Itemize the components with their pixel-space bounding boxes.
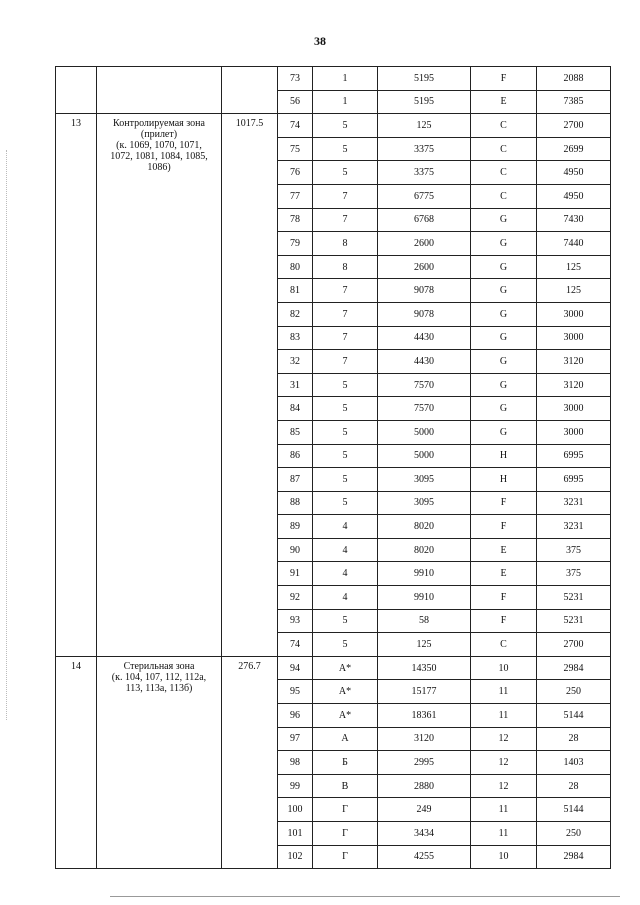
coord-value: 3095 [378, 491, 471, 515]
coord-value: 3375 [378, 161, 471, 185]
segment-value: 3231 [537, 491, 611, 515]
segment-value: 4950 [537, 184, 611, 208]
coord-value: 58 [378, 609, 471, 633]
coord-index: 5 [313, 468, 378, 492]
segment-value: 5144 [537, 704, 611, 728]
segment-code: 11 [471, 822, 537, 846]
coord-index: Г [313, 845, 378, 869]
coord-value: 125 [378, 633, 471, 657]
point-number: 88 [278, 491, 313, 515]
coord-index: A* [313, 704, 378, 728]
segment-code: C [471, 184, 537, 208]
coord-value: 18361 [378, 704, 471, 728]
segment-code: G [471, 420, 537, 444]
segment-code: 12 [471, 727, 537, 751]
coord-index: 4 [313, 538, 378, 562]
coord-index: A [313, 727, 378, 751]
page-number: 38 [314, 34, 326, 48]
scan-margin-line [6, 150, 7, 720]
zone-area [222, 67, 278, 114]
coord-value: 4430 [378, 326, 471, 350]
segment-value: 375 [537, 562, 611, 586]
coord-value: 5195 [378, 90, 471, 114]
point-number: 90 [278, 538, 313, 562]
segment-code: C [471, 633, 537, 657]
segment-value: 3231 [537, 515, 611, 539]
coord-value: 2600 [378, 232, 471, 256]
segment-value: 2700 [537, 114, 611, 138]
segment-value: 3120 [537, 350, 611, 374]
coord-value: 8020 [378, 515, 471, 539]
segment-code: H [471, 468, 537, 492]
coord-index: 5 [313, 137, 378, 161]
point-number: 76 [278, 161, 313, 185]
table-row [56, 67, 611, 91]
point-number: 96 [278, 704, 313, 728]
segment-code: 12 [471, 751, 537, 775]
segment-value: 3000 [537, 326, 611, 350]
coord-value: 4430 [378, 350, 471, 374]
coord-value: 15177 [378, 680, 471, 704]
segment-code: G [471, 397, 537, 421]
coord-value: 14350 [378, 656, 471, 680]
coord-index: В [313, 774, 378, 798]
segment-value: 250 [537, 822, 611, 846]
segment-value: 2699 [537, 137, 611, 161]
coord-value: 3375 [378, 137, 471, 161]
coord-value: 6775 [378, 184, 471, 208]
segment-code: E [471, 538, 537, 562]
segment-value: 5231 [537, 609, 611, 633]
coord-value: 4255 [378, 845, 471, 869]
coord-index: 1 [313, 67, 378, 91]
point-number: 97 [278, 727, 313, 751]
segment-code: H [471, 444, 537, 468]
segment-value: 3120 [537, 373, 611, 397]
coord-value: 2880 [378, 774, 471, 798]
coordinates-table [55, 66, 611, 869]
coord-value: 3434 [378, 822, 471, 846]
segment-value: 250 [537, 680, 611, 704]
segment-value: 28 [537, 727, 611, 751]
segment-code: G [471, 255, 537, 279]
coord-index: 1 [313, 90, 378, 114]
coord-index: 7 [313, 208, 378, 232]
coord-index: 5 [313, 373, 378, 397]
coord-index: A* [313, 656, 378, 680]
segment-value: 5144 [537, 798, 611, 822]
coord-index: 5 [313, 444, 378, 468]
point-number: 85 [278, 420, 313, 444]
segment-value: 7440 [537, 232, 611, 256]
segment-code: F [471, 586, 537, 610]
segment-code: G [471, 373, 537, 397]
segment-code: 12 [471, 774, 537, 798]
coord-index: 7 [313, 279, 378, 303]
segment-value: 6995 [537, 444, 611, 468]
point-number: 73 [278, 67, 313, 91]
table-row [56, 656, 611, 680]
segment-value: 7430 [537, 208, 611, 232]
coord-value: 3120 [378, 727, 471, 751]
segment-code: G [471, 326, 537, 350]
point-number: 87 [278, 468, 313, 492]
coord-index: 7 [313, 184, 378, 208]
coord-value: 5195 [378, 67, 471, 91]
coord-index: 4 [313, 586, 378, 610]
coord-index: 4 [313, 562, 378, 586]
point-number: 78 [278, 208, 313, 232]
point-number: 75 [278, 137, 313, 161]
segment-code: G [471, 279, 537, 303]
coord-value: 7570 [378, 397, 471, 421]
point-number: 32 [278, 350, 313, 374]
segment-code: F [471, 67, 537, 91]
coord-index: 4 [313, 515, 378, 539]
segment-value: 4950 [537, 161, 611, 185]
point-number: 82 [278, 302, 313, 326]
zone-name [97, 67, 222, 114]
zone-name: Контролируемая зона (прилет) (к. 1069, 1070, 1071, 1072, 1081, 1084, 1085, 1086) [97, 114, 222, 657]
point-number: 101 [278, 822, 313, 846]
segment-code: C [471, 114, 537, 138]
point-number: 92 [278, 586, 313, 610]
coord-index: A* [313, 680, 378, 704]
point-number: 81 [278, 279, 313, 303]
segment-value: 3000 [537, 420, 611, 444]
coord-index: 5 [313, 161, 378, 185]
point-number: 94 [278, 656, 313, 680]
segment-value: 125 [537, 255, 611, 279]
coord-index: 5 [313, 633, 378, 657]
zone-area: 1017.5 [222, 114, 278, 657]
coord-index: 7 [313, 326, 378, 350]
segment-value: 7385 [537, 90, 611, 114]
coord-index: 5 [313, 609, 378, 633]
coord-value: 2995 [378, 751, 471, 775]
coord-index: 7 [313, 350, 378, 374]
coord-index: 8 [313, 255, 378, 279]
segment-value: 2088 [537, 67, 611, 91]
coord-value: 8020 [378, 538, 471, 562]
segment-code: G [471, 302, 537, 326]
coord-index: 8 [313, 232, 378, 256]
segment-value: 2984 [537, 656, 611, 680]
point-number: 93 [278, 609, 313, 633]
point-number: 80 [278, 255, 313, 279]
point-number: 102 [278, 845, 313, 869]
coord-value: 9910 [378, 586, 471, 610]
point-number: 99 [278, 774, 313, 798]
segment-value: 6995 [537, 468, 611, 492]
point-number: 95 [278, 680, 313, 704]
coord-value: 3095 [378, 468, 471, 492]
segment-code: G [471, 350, 537, 374]
point-number: 56 [278, 90, 313, 114]
segment-value: 125 [537, 279, 611, 303]
segment-value: 1403 [537, 751, 611, 775]
coord-index: 5 [313, 114, 378, 138]
segment-code: C [471, 137, 537, 161]
segment-code: G [471, 208, 537, 232]
segment-code: C [471, 161, 537, 185]
point-number: 98 [278, 751, 313, 775]
segment-code: 10 [471, 845, 537, 869]
segment-code: E [471, 90, 537, 114]
scan-bottom-line [110, 896, 620, 897]
segment-code: F [471, 491, 537, 515]
table-row [56, 114, 611, 138]
point-number: 74 [278, 114, 313, 138]
coord-value: 249 [378, 798, 471, 822]
segment-value: 5231 [537, 586, 611, 610]
point-number: 83 [278, 326, 313, 350]
coord-index: Б [313, 751, 378, 775]
segment-value: 3000 [537, 397, 611, 421]
zone-number [56, 67, 97, 114]
coord-value: 9910 [378, 562, 471, 586]
point-number: 86 [278, 444, 313, 468]
segment-code: G [471, 232, 537, 256]
segment-code: 11 [471, 680, 537, 704]
coord-value: 5000 [378, 420, 471, 444]
coord-index: 7 [313, 302, 378, 326]
coord-value: 5000 [378, 444, 471, 468]
point-number: 89 [278, 515, 313, 539]
coord-index: 5 [313, 491, 378, 515]
table-body [56, 67, 611, 869]
segment-code: 11 [471, 704, 537, 728]
coord-index: Г [313, 798, 378, 822]
point-number: 31 [278, 373, 313, 397]
segment-value: 2700 [537, 633, 611, 657]
point-number: 84 [278, 397, 313, 421]
zone-number: 13 [56, 114, 97, 657]
coord-value: 9078 [378, 279, 471, 303]
point-number: 91 [278, 562, 313, 586]
segment-value: 3000 [537, 302, 611, 326]
zone-name: Стерильная зона (к. 104, 107, 112, 112а, 113, 113а, 113б) [97, 656, 222, 868]
coord-value: 7570 [378, 373, 471, 397]
segment-code: F [471, 609, 537, 633]
coord-value: 9078 [378, 302, 471, 326]
coord-index: 5 [313, 397, 378, 421]
zone-area: 276.7 [222, 656, 278, 868]
segment-code: 10 [471, 656, 537, 680]
coord-value: 6768 [378, 208, 471, 232]
segment-value: 2984 [537, 845, 611, 869]
segment-code: E [471, 562, 537, 586]
segment-value: 28 [537, 774, 611, 798]
segment-code: F [471, 515, 537, 539]
segment-value: 375 [537, 538, 611, 562]
point-number: 100 [278, 798, 313, 822]
coord-value: 2600 [378, 255, 471, 279]
coord-value: 125 [378, 114, 471, 138]
zone-number: 14 [56, 656, 97, 868]
point-number: 79 [278, 232, 313, 256]
coord-index: 5 [313, 420, 378, 444]
segment-code: 11 [471, 798, 537, 822]
coord-index: Г [313, 822, 378, 846]
point-number: 74 [278, 633, 313, 657]
point-number: 77 [278, 184, 313, 208]
